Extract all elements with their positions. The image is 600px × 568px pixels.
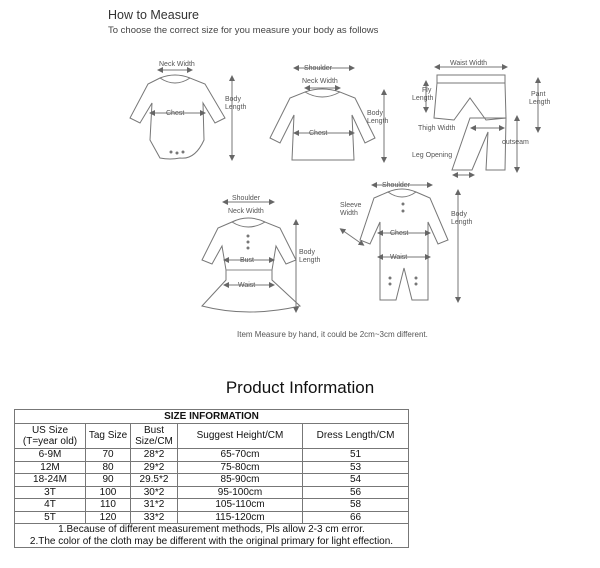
cell: 28*2 xyxy=(131,449,178,462)
col-bust: Bust Size/CM xyxy=(131,424,178,449)
table-row xyxy=(15,499,409,512)
dress-waist-label: Waist xyxy=(238,282,256,289)
cell: 5T xyxy=(15,511,86,524)
romper-neck-width-label: Neck Width xyxy=(159,61,195,68)
cell: 51 xyxy=(303,449,409,462)
jumpsuit-body-label: Body xyxy=(451,211,467,218)
romper-body-label: Body xyxy=(225,96,241,103)
size-table-title: SIZE INFORMATION xyxy=(15,410,409,424)
romper-chest-label: Chest xyxy=(166,110,185,117)
cell: 3T xyxy=(15,486,86,499)
product-info-title: Product Information xyxy=(225,378,375,397)
size-table xyxy=(14,409,409,548)
jumpsuit-length-label: Length xyxy=(451,219,473,226)
table-note-1: 1.Because of different measurement methods, Pls allow 2-3 cm error. xyxy=(15,524,409,536)
jumpsuit-shoulder-label: Shoulder xyxy=(382,182,411,189)
table-note-2: 2.The color of the cloth may be different with the original primary for light effection. xyxy=(15,536,409,548)
pants-outseam-label: outseam xyxy=(502,139,529,146)
jumpsuit-sleeve-label: Sleeve xyxy=(340,202,362,209)
cell: 105-110cm xyxy=(178,499,303,512)
table-row xyxy=(15,449,409,462)
cell: 12M xyxy=(15,461,86,474)
cell: 31*2 xyxy=(131,499,178,512)
dress-shoulder-label: Shoulder xyxy=(232,195,261,202)
col-dress-length: Dress Length/CM xyxy=(303,424,409,449)
cell: 58 xyxy=(303,499,409,512)
col-us-size: US Size (T=year old) xyxy=(15,424,86,449)
top-chest-label: Chest xyxy=(309,130,328,137)
cell: 100 xyxy=(86,486,131,499)
cell: 80 xyxy=(86,461,131,474)
table-note-row xyxy=(15,536,409,548)
cell: 70 xyxy=(86,449,131,462)
table-note-row xyxy=(15,524,409,536)
cell: 66 xyxy=(303,511,409,524)
cell: 53 xyxy=(303,461,409,474)
pants-pant-length-label: Length xyxy=(529,99,551,106)
table-row xyxy=(15,474,409,487)
pants-fly-label: Fly xyxy=(422,87,432,94)
pants-thigh-width-label: Thigh Width xyxy=(418,125,456,132)
pants-pant-label: Pant xyxy=(531,91,546,98)
cell: 115-120cm xyxy=(178,511,303,524)
top-shoulder-label: Shoulder xyxy=(304,65,333,72)
cell: 65-70cm xyxy=(178,449,303,462)
page-subtitle: To choose the correct size for you measure your body as follows xyxy=(108,25,379,36)
page-title: How to Measure xyxy=(108,8,200,22)
top-body-label: Body xyxy=(367,110,383,117)
cell: 4T xyxy=(15,499,86,512)
jumpsuit-waist-label: Waist xyxy=(390,254,408,261)
dress-body-label: Body xyxy=(299,249,315,256)
cell: 90 xyxy=(86,474,131,487)
dress-length-label: Length xyxy=(299,257,321,264)
cell: 33*2 xyxy=(131,511,178,524)
cell: 75-80cm xyxy=(178,461,303,474)
table-row xyxy=(15,511,409,524)
col-height: Suggest Height/CM xyxy=(178,424,303,449)
pants-leg-opening-label: Leg Opening xyxy=(412,152,453,159)
table-row xyxy=(15,461,409,474)
cell: 29.5*2 xyxy=(131,474,178,487)
col-tag-size: Tag Size xyxy=(86,424,131,449)
cell: 30*2 xyxy=(131,486,178,499)
table-row xyxy=(15,486,409,499)
top-length-label: Length xyxy=(367,118,389,125)
jumpsuit-chest-label: Chest xyxy=(390,230,409,237)
cell: 6-9M xyxy=(15,449,86,462)
pants-waist-width-label: Waist Width xyxy=(450,60,488,67)
cell: 18-24M xyxy=(15,474,86,487)
size-table-header xyxy=(15,424,409,449)
dress-neck-width-label: Neck Width xyxy=(228,208,264,215)
cell: 29*2 xyxy=(131,461,178,474)
cell: 120 xyxy=(86,511,131,524)
cell: 85-90cm xyxy=(178,474,303,487)
pants-fly-length-label: Length xyxy=(412,95,434,102)
top-neck-width-label: Neck Width xyxy=(302,78,338,85)
cell: 110 xyxy=(86,499,131,512)
jumpsuit-sleeve-width-label: Width xyxy=(340,210,358,217)
measure-note: Item Measure by hand, it could be 2cm~3cm different. xyxy=(237,330,428,339)
romper-length-label: Length xyxy=(225,104,247,111)
dress-bust-label: Bust xyxy=(240,257,255,264)
cell: 56 xyxy=(303,486,409,499)
cell: 95-100cm xyxy=(178,486,303,499)
cell: 54 xyxy=(303,474,409,487)
